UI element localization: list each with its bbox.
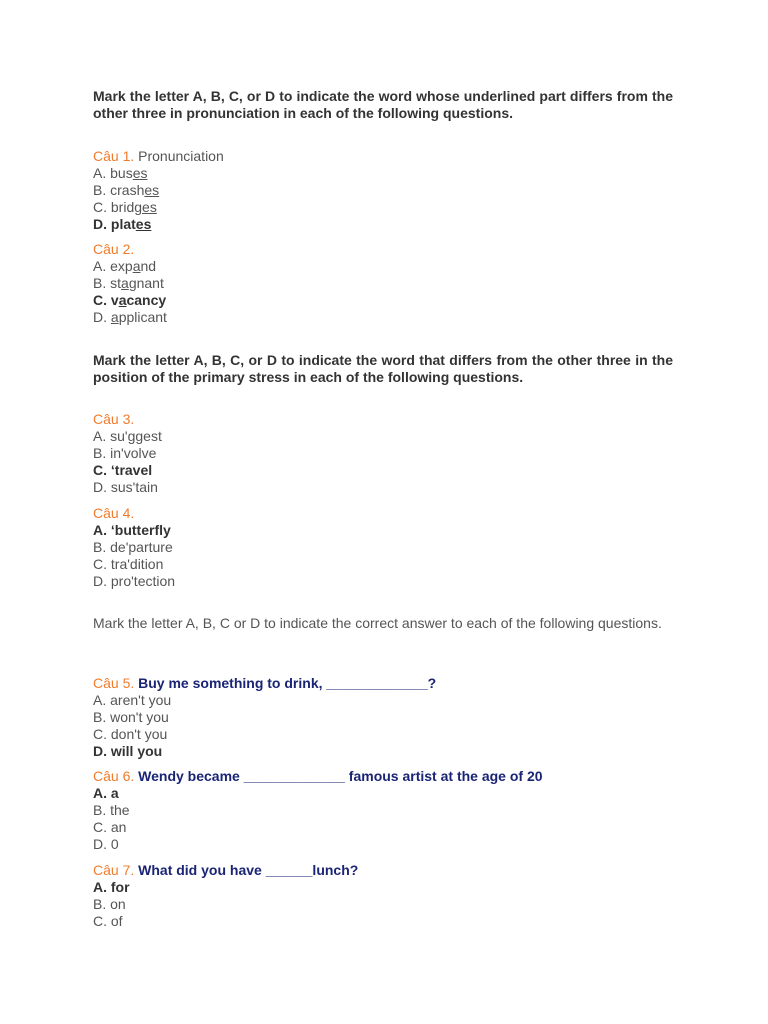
question-text: What did you have ______lunch? [138, 862, 359, 878]
option-c: C. bridges [93, 199, 157, 215]
question-header [93, 505, 175, 522]
question-3 [93, 411, 162, 496]
option-b: B. won't you [93, 709, 169, 725]
option-b: B. crashes [93, 182, 160, 198]
instruction-stress: Mark the letter A, B, C, or D to indicate the word that differs from the other three in the position of the primary stress in each of the following questions. [93, 352, 673, 385]
option-a: A. su'ggest [93, 428, 162, 444]
option-a: A. expand [93, 258, 157, 274]
question-label: Câu 5. [93, 675, 135, 691]
option-d-correct: D. will you [93, 743, 163, 759]
question-1 [93, 148, 224, 233]
option-a: A. buses [93, 165, 148, 181]
question-text: Wendy became _____________ famous artist at the age of 20 [138, 768, 543, 784]
question-header [93, 862, 358, 879]
question-label: Câu 4. [93, 505, 135, 521]
question-6 [93, 768, 543, 853]
option-c: C. tra'dition [93, 556, 164, 572]
question-header [93, 675, 436, 692]
question-label: Câu 7. [93, 862, 135, 878]
option-c: C. of [93, 913, 123, 929]
option-a-correct: A. a [93, 785, 119, 801]
question-5 [93, 675, 436, 760]
option-b: B. in'volve [93, 445, 157, 461]
option-b: B. stagnant [93, 275, 164, 291]
question-2 [93, 241, 167, 326]
option-b: B. the [93, 802, 130, 818]
question-label: Câu 3. [93, 411, 135, 427]
option-c-correct: C. ‘travel [93, 462, 153, 478]
question-text: Buy me something to drink, _____________? [138, 675, 437, 691]
option-d: D. pro'tection [93, 573, 176, 589]
option-c: C. don't you [93, 726, 168, 742]
option-d: D. sus'tain [93, 479, 158, 495]
instruction-pronunciation: Mark the letter A, B, C, or D to indicate the word whose underlined part differs from the other three in pronunciation in each of the following questions. [93, 88, 673, 121]
option-a: A. aren't you [93, 692, 172, 708]
question-header [93, 768, 543, 785]
question-label: Câu 2. [93, 241, 135, 257]
question-7 [93, 862, 358, 930]
question-header [93, 411, 162, 428]
question-header [93, 148, 224, 165]
option-b: B. de'parture [93, 539, 173, 555]
option-a-correct: A. for [93, 879, 130, 895]
option-c-correct: C. vacancy [93, 292, 167, 308]
question-4 [93, 505, 175, 590]
option-c: C. an [93, 819, 127, 835]
option-d-correct: D. plates [93, 216, 152, 232]
option-a-correct: A. ‘butterfly [93, 522, 171, 538]
question-text: Pronunciation [138, 148, 224, 164]
question-label: Câu 6. [93, 768, 135, 784]
instruction-grammar: Mark the letter A, B, C or D to indicate the correct answer to each of the following questions. [93, 615, 662, 631]
question-label: Câu 1. [93, 148, 135, 164]
option-b: B. on [93, 896, 126, 912]
option-d: D. 0 [93, 836, 119, 852]
option-d: D. applicant [93, 309, 167, 325]
question-header [93, 241, 167, 258]
